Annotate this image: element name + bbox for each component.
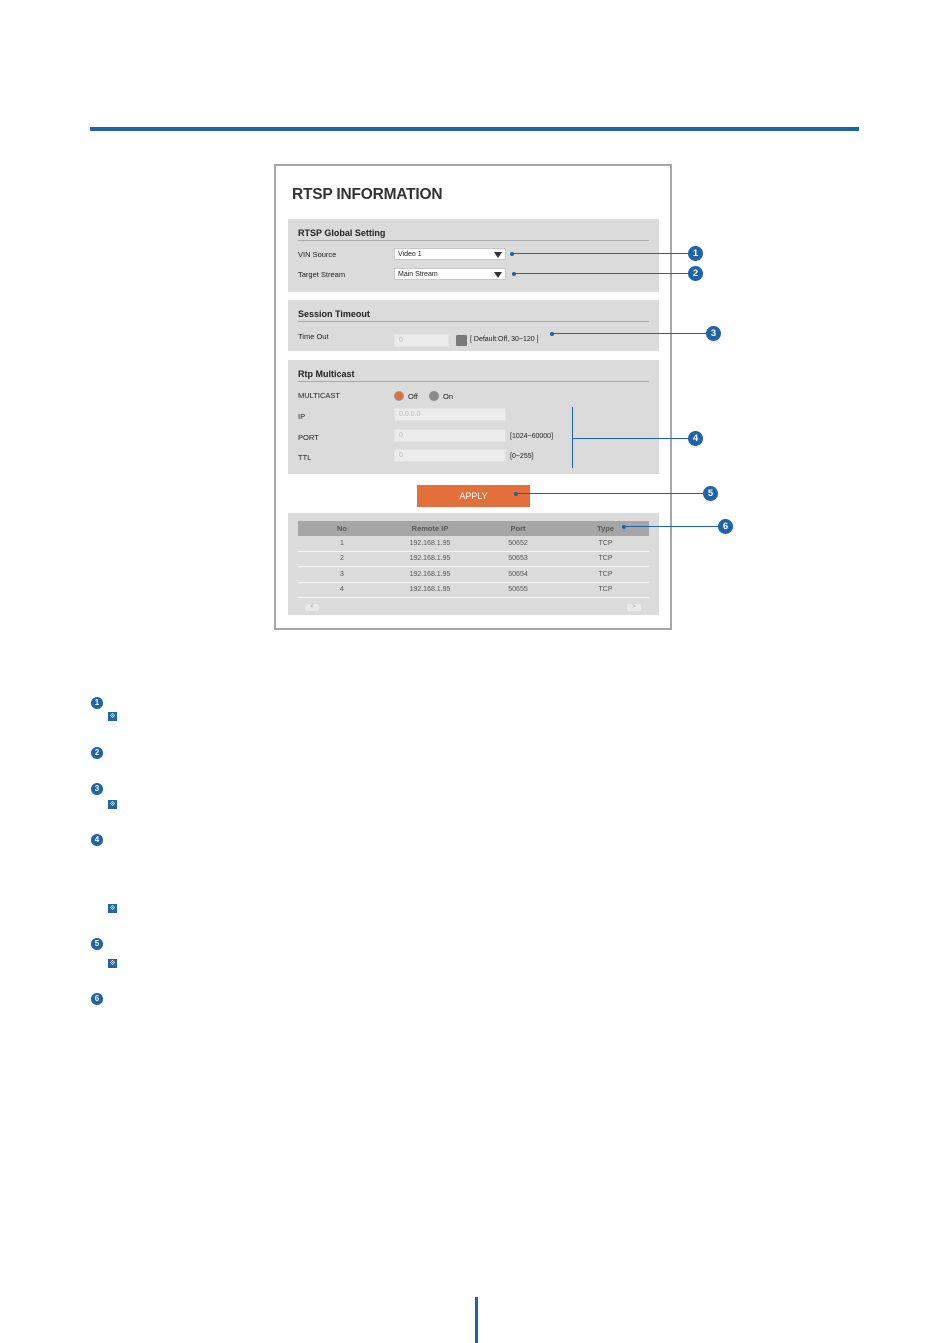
- section-divider: [298, 381, 649, 382]
- callout-badge-3: 3: [706, 326, 721, 341]
- header-port: Port: [510, 524, 526, 533]
- vin-source-select[interactable]: [394, 248, 506, 260]
- section-divider: [298, 321, 649, 322]
- rtsp-session-table: [298, 521, 649, 598]
- rtsp-information-panel: [274, 164, 672, 630]
- cell-no: 2: [340, 555, 344, 563]
- section-title: RTSP Global Setting: [298, 228, 386, 238]
- callout-badge-6: 6: [718, 519, 733, 534]
- target-stream-select[interactable]: [394, 268, 506, 280]
- rtsp-session-table-section: [288, 513, 659, 615]
- cell-type: TCP: [598, 555, 613, 563]
- ip-input[interactable]: 0.0.0.0: [394, 408, 506, 421]
- cell-remote-ip: 192.168.1.95: [409, 586, 451, 594]
- vin-source-label: VIN Source: [298, 250, 337, 259]
- cell-no: 3: [340, 570, 344, 578]
- time-out-input[interactable]: 0: [394, 334, 449, 347]
- section-title: Session Timeout: [298, 309, 370, 319]
- cell-no: 4: [340, 586, 344, 594]
- target-stream-label: Target Stream: [298, 270, 346, 279]
- port-label: PORT: [298, 433, 319, 442]
- multicast-label: MULTICAST: [298, 391, 340, 400]
- callout-line: [572, 438, 689, 439]
- table-row: [298, 552, 649, 568]
- header-no: No: [337, 524, 347, 533]
- multicast-off-radio[interactable]: [394, 391, 404, 401]
- callout-badge-1: 1: [688, 246, 703, 261]
- section-title: Rtp Multicast: [298, 369, 355, 379]
- page-footer-line: [475, 1297, 478, 1343]
- description-badge-4: 4: [91, 834, 103, 846]
- port-hint: [1024~60000]: [510, 433, 554, 440]
- note-icon: ※: [109, 713, 116, 720]
- multicast-on-radio[interactable]: [429, 391, 439, 401]
- callout-line: [552, 333, 707, 334]
- note-icon: ※: [109, 960, 116, 967]
- cell-remote-ip: 192.168.1.95: [409, 555, 451, 563]
- callout-line: [624, 526, 719, 527]
- cell-port: 50655: [508, 586, 528, 594]
- cell-type: TCP: [598, 539, 613, 547]
- callout-badge-2: 2: [688, 266, 703, 281]
- section-divider: [298, 240, 649, 241]
- description-badge-6: 6: [91, 993, 103, 1005]
- cell-type: TCP: [598, 586, 613, 594]
- description-badge-5: 5: [91, 938, 103, 950]
- cell-port: 50653: [508, 555, 528, 563]
- cell-port: 50652: [508, 539, 528, 547]
- rtp-multicast-section: [288, 360, 659, 474]
- callout-line: [512, 253, 689, 254]
- rtsp-global-setting-section: [288, 219, 659, 292]
- panel-title: RTSP INFORMATION: [292, 186, 443, 203]
- note-icon: ※: [109, 801, 116, 808]
- header-rule: [90, 127, 859, 131]
- session-timeout-section: [288, 300, 659, 351]
- target-stream-value: Main Stream: [398, 270, 438, 278]
- cell-no: 1: [340, 539, 344, 547]
- table-next-button[interactable]: >: [627, 604, 641, 611]
- time-out-label: Time Out: [298, 332, 329, 341]
- table-row: [298, 567, 649, 583]
- header-type: Type: [597, 524, 614, 533]
- ttl-hint: [0~255]: [510, 453, 534, 460]
- multicast-off-label: Off: [408, 392, 418, 401]
- header-remote-ip: Remote IP: [411, 524, 449, 533]
- table-header: [298, 521, 649, 536]
- callout-line: [514, 273, 689, 274]
- callout-line: [516, 493, 705, 494]
- time-out-checkbox[interactable]: [456, 335, 467, 346]
- description-badge-1: 1: [91, 697, 103, 709]
- vin-source-value: Video 1: [398, 250, 422, 258]
- callout-badge-5: 5: [703, 486, 718, 501]
- description-badge-3: 3: [91, 783, 103, 795]
- description-badge-2: 2: [91, 747, 103, 759]
- cell-type: TCP: [598, 570, 613, 578]
- cell-port: 50654: [508, 570, 528, 578]
- ip-label: IP: [298, 412, 306, 421]
- cell-remote-ip: 192.168.1.95: [409, 570, 451, 578]
- multicast-on-label: On: [443, 392, 454, 401]
- time-out-hint: [ Default:Off, 30~120 ]: [470, 336, 539, 343]
- ttl-input[interactable]: 0: [394, 449, 506, 462]
- dropdown-arrow-icon: [494, 252, 502, 258]
- table-row: [298, 536, 649, 552]
- table-prev-button[interactable]: <: [305, 604, 319, 611]
- apply-button[interactable]: APPLY: [417, 485, 530, 507]
- dropdown-arrow-icon: [494, 272, 502, 278]
- callout-badge-4: 4: [688, 431, 703, 446]
- table-row: [298, 583, 649, 599]
- note-icon: ※: [109, 905, 116, 912]
- ttl-label: TTL: [298, 453, 312, 462]
- cell-remote-ip: 192.168.1.95: [409, 539, 451, 547]
- port-input[interactable]: 0: [394, 429, 506, 442]
